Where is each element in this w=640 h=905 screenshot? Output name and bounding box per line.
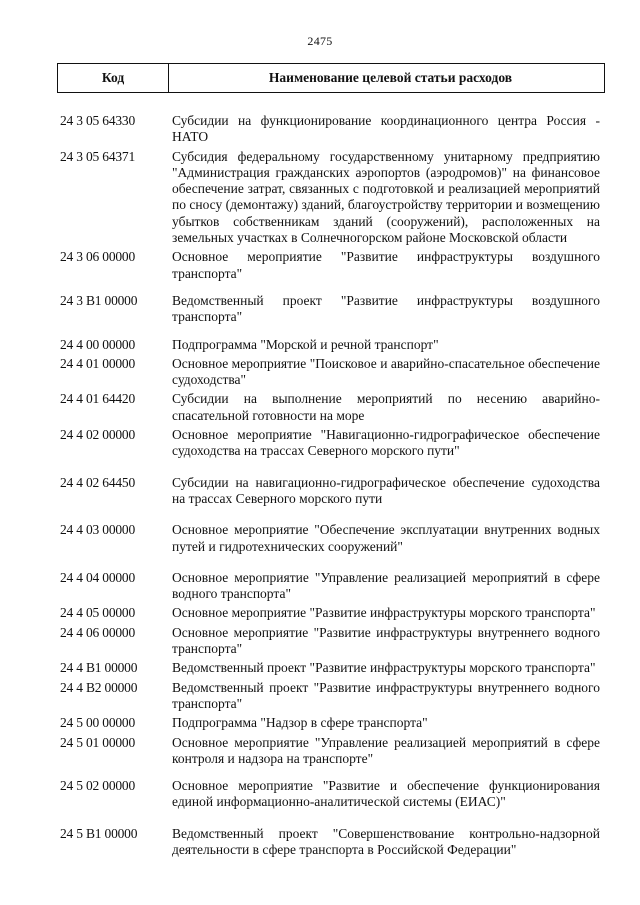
row-name: Основное мероприятие "Развитие инфраструктуры воздушного транспорта" xyxy=(172,249,600,281)
column-header-code: Код xyxy=(58,64,169,92)
row-code: 24 5 01 00000 xyxy=(60,734,136,750)
row-code: 24 4 01 64420 xyxy=(60,391,136,407)
row-code: 24 5 02 00000 xyxy=(60,778,136,794)
table-row xyxy=(60,391,600,424)
row-code: 24 4 00 00000 xyxy=(60,336,136,352)
table-row xyxy=(60,522,600,555)
table-row xyxy=(60,778,600,811)
row-code: 24 3 06 00000 xyxy=(60,249,136,265)
row-code: 24 4 04 00000 xyxy=(60,569,136,585)
row-name: Ведомственный проект "Развитие инфраструктуры внутреннего водного транспорта" xyxy=(172,679,600,711)
row-code: 24 4 02 64450 xyxy=(60,474,136,490)
row-name: Субсидии на выполнение мероприятий по несению аварийно-спасательной готовности на море xyxy=(172,391,600,423)
page-number: 2475 xyxy=(307,34,333,48)
row-name: Основное мероприятие "Поисковое и аварийно-спасательное обеспечение судоходства" xyxy=(172,355,600,388)
row-name: Основное мероприятие "Развитие инфраструктуры внутреннего водного транспорта" xyxy=(172,624,600,657)
row-code: 24 4 01 00000 xyxy=(60,355,136,371)
table-row xyxy=(60,625,600,658)
table-row xyxy=(60,680,600,713)
row-name: Подпрограмма "Морской и речной транспорт" xyxy=(172,336,439,352)
row-name: Основное мероприятие "Управление реализацией мероприятий в сфере контроля и надзора на транспорте" xyxy=(172,734,600,766)
row-name: Подпрограмма "Надзор в сфере транспорта" xyxy=(172,715,428,731)
table-row xyxy=(60,715,600,731)
column-header-name: Наименование целевой статьи расходов xyxy=(268,70,513,85)
row-code: 24 4 02 00000 xyxy=(60,427,136,443)
row-code: 24 3 05 64371 xyxy=(60,148,136,164)
row-code: 24 3 05 64330 xyxy=(60,113,136,128)
table-row xyxy=(60,475,600,508)
table-row xyxy=(60,660,600,676)
table-row xyxy=(60,113,600,146)
row-name: Субсидии на функционирование координационного центра Россия - НАТО xyxy=(172,113,600,145)
table-row xyxy=(60,356,600,389)
table-row xyxy=(60,605,600,621)
table-header xyxy=(57,63,605,93)
row-code: 24 4 06 00000 xyxy=(60,624,136,640)
row-code: 24 5 В1 00000 xyxy=(60,825,138,841)
row-code: 24 4 В1 00000 xyxy=(60,660,138,676)
table-row xyxy=(60,149,600,247)
table-row xyxy=(60,293,600,326)
table-row xyxy=(60,826,600,859)
row-code: 24 5 00 00000 xyxy=(60,715,136,731)
table-row xyxy=(60,337,600,353)
row-name: Основное мероприятие "Развитие инфраструктуры морского транспорта" xyxy=(172,605,596,621)
table-row xyxy=(60,735,600,768)
table-body xyxy=(60,113,600,858)
table-row xyxy=(60,427,600,460)
row-code: 24 3 В1 00000 xyxy=(60,292,138,308)
table-row xyxy=(60,249,600,282)
row-name: Основное мероприятие "Управление реализацией мероприятий в сфере водного транспорта" xyxy=(172,569,600,602)
table-row xyxy=(60,570,600,603)
row-name: Ведомственный проект "Совершенствование контрольно-надзорной деятельности в сфере транспорта в Российской Федерации" xyxy=(172,825,600,857)
row-name: Субсидии на навигационно-гидрографическое обеспечение судоходства на трассах Северного морского пути xyxy=(172,474,600,506)
row-name: Ведомственный проект "Развитие инфраструктуры воздушного транспорта" xyxy=(172,292,600,325)
row-name: Ведомственный проект "Развитие инфраструктуры морского транспорта" xyxy=(172,660,596,676)
row-name: Субсидия федеральному государственному унитарному предприятию "Администрация гражданских аэропортов (аэродромов)" на финансовое обеспечение затрат, связанных с подготовкой и реализацией мероприятий по сносу (демонтажу) зданий, благоустройству территории и возмещению убытков собственникам зданий (сооружений), расположенных на земельных участках в Солнечногорском районе Московской области xyxy=(172,148,600,246)
row-code: 24 4 В2 00000 xyxy=(60,679,138,695)
row-code: 24 4 05 00000 xyxy=(60,605,136,621)
row-name: Основное мероприятие "Развитие и обеспечение функционирования единой информационно-аналитической системы (ЕИАС)" xyxy=(172,778,600,810)
row-name: Основное мероприятие "Навигационно-гидрографическое обеспечение судоходства на трассах Северного морского пути" xyxy=(172,427,600,459)
row-name: Основное мероприятие "Обеспечение эксплуатации внутренних водных путей и гидротехнических сооружений" xyxy=(172,522,600,554)
row-code: 24 4 03 00000 xyxy=(60,522,136,538)
